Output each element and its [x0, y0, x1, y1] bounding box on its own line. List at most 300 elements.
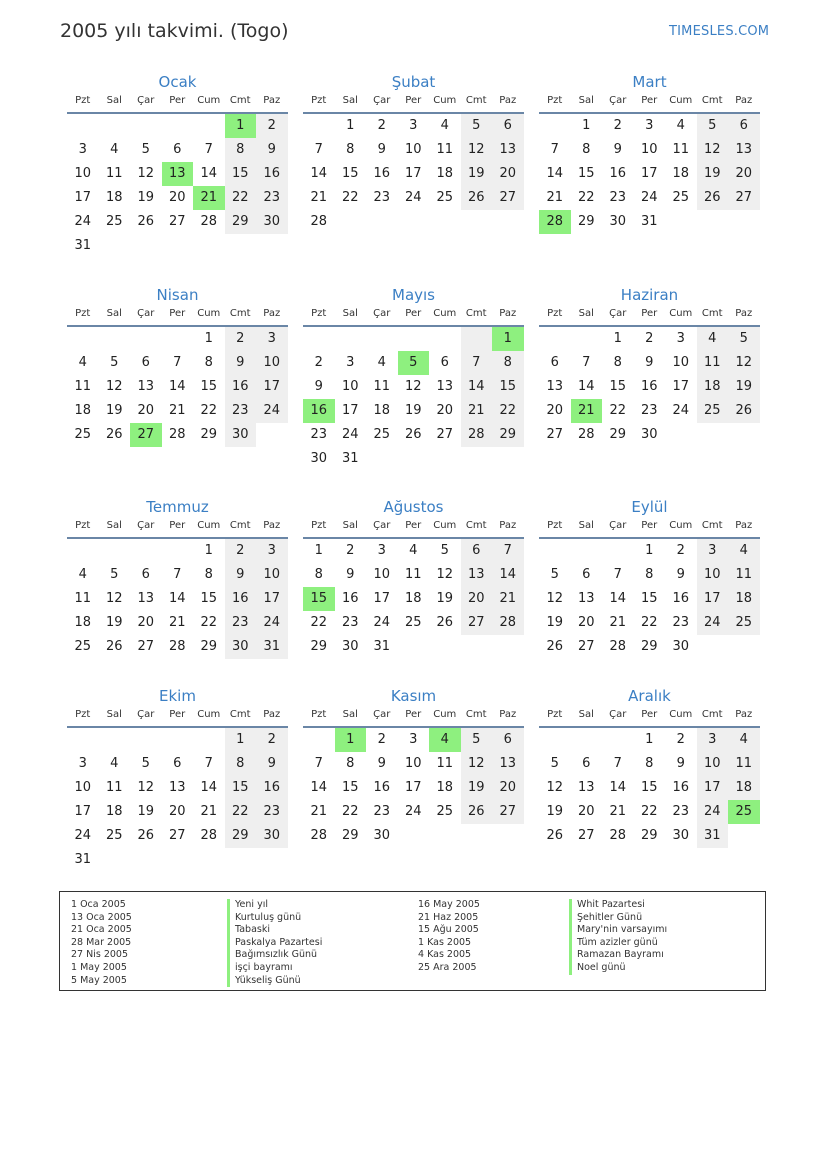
empty-cell [366, 327, 398, 351]
month-name: Eylül [631, 498, 668, 516]
month-11 [303, 684, 524, 848]
day-cell: 4 [110, 142, 119, 157]
day-cell: 31 [74, 852, 92, 867]
weekday-label: Çar [609, 308, 627, 319]
day-cell: 25 [697, 399, 729, 423]
day-cell: 5 [141, 756, 150, 771]
day-cell: 22 [200, 403, 218, 418]
day-grid [303, 728, 524, 848]
day-cell: 2 [377, 732, 386, 747]
day-cell: 22 [200, 615, 218, 630]
day-cell: 9 [613, 142, 622, 157]
weekday-label: Çar [137, 95, 155, 106]
empty-cell [429, 327, 461, 351]
holiday-day-cell: 13 [162, 162, 194, 186]
holiday-date: 1 Oca 2005 [71, 899, 126, 910]
weekday-header [539, 94, 760, 114]
day-cell: 28 [168, 427, 186, 442]
day-cell: 9 [225, 563, 257, 587]
day-cell: 2 [613, 118, 622, 133]
day-cell: 13 [137, 591, 155, 606]
day-cell: 12 [546, 780, 564, 795]
day-cell: 8 [645, 567, 654, 582]
day-cell: 27 [168, 828, 186, 843]
day-cell: 13 [436, 379, 454, 394]
day-grid [303, 327, 524, 471]
weekday-label: Çar [609, 709, 627, 720]
day-cell: 23 [256, 800, 288, 824]
weekday-label: Paz [499, 520, 517, 531]
day-cell: 31 [373, 639, 391, 654]
weekday-label: Pzt [311, 308, 327, 319]
weekday-label: Cmt [229, 95, 251, 106]
day-cell: 22 [609, 403, 627, 418]
day-cell: 20 [546, 403, 564, 418]
day-grid [539, 728, 760, 848]
holiday-day-cell: 28 [539, 210, 571, 234]
empty-cell [571, 327, 603, 351]
day-cell: 6 [492, 114, 524, 138]
day-cell: 8 [582, 142, 591, 157]
holiday-date: 5 May 2005 [71, 974, 127, 986]
weekday-header [539, 708, 760, 728]
day-cell: 7 [492, 539, 524, 563]
month-name: Haziran [620, 286, 679, 304]
holiday-date: 25 Ara 2005 [418, 961, 477, 973]
day-cell: 22 [640, 804, 658, 819]
day-cell: 16 [225, 375, 257, 399]
day-cell: 23 [672, 804, 690, 819]
weekday-label: Sal [106, 709, 122, 720]
day-cell: 21 [168, 615, 186, 630]
day-cell: 18 [728, 587, 760, 611]
day-grid [303, 114, 524, 234]
empty-cell [130, 539, 162, 563]
day-cell: 23 [341, 615, 359, 630]
holiday-day-cell: 25 [728, 800, 760, 824]
holiday-name: Ramazan Bayramı [569, 949, 667, 962]
weekday-label: Paz [499, 95, 517, 106]
weekday-label: Pzt [311, 95, 327, 106]
day-cell: 5 [440, 543, 449, 558]
empty-cell [162, 114, 194, 138]
day-cell: 27 [137, 639, 155, 654]
weekday-label: Cum [433, 709, 457, 720]
day-cell: 2 [645, 331, 654, 346]
holiday-day-cell: 27 [130, 423, 162, 447]
weekday-label: Cmt [701, 308, 723, 319]
day-cell: 30 [672, 828, 690, 843]
day-cell: 11 [697, 351, 729, 375]
month-3 [539, 70, 760, 234]
day-cell: 13 [577, 591, 595, 606]
holiday-day-cell: 21 [193, 186, 225, 210]
holiday-date: 27 Nis 2005 [71, 949, 128, 961]
day-cell: 13 [492, 138, 524, 162]
day-cell: 3 [645, 118, 654, 133]
empty-cell [99, 728, 131, 752]
day-cell: 28 [200, 828, 218, 843]
day-cell: 30 [640, 427, 658, 442]
holiday-date: 16 May 2005 [418, 899, 480, 910]
month-name: Nisan [156, 286, 199, 304]
day-cell: 19 [137, 804, 155, 819]
day-cell: 1 [613, 331, 622, 346]
day-cell: 26 [728, 399, 760, 423]
day-cell: 19 [546, 615, 564, 630]
day-cell: 1 [204, 331, 213, 346]
day-cell: 24 [373, 615, 391, 630]
day-grid [67, 728, 288, 872]
day-cell: 12 [404, 379, 422, 394]
day-cell: 5 [550, 567, 559, 582]
day-cell: 6 [141, 567, 150, 582]
day-cell: 3 [676, 331, 685, 346]
day-cell: 29 [492, 423, 524, 447]
day-grid [539, 114, 760, 234]
day-cell: 2 [225, 539, 257, 563]
day-cell: 18 [404, 591, 422, 606]
weekday-header [67, 94, 288, 114]
day-cell: 15 [577, 166, 595, 181]
day-cell: 28 [577, 427, 595, 442]
day-cell: 27 [577, 639, 595, 654]
day-grid [539, 539, 760, 659]
day-cell: 14 [310, 780, 328, 795]
day-cell: 9 [314, 379, 323, 394]
holiday-name: Noel günü [569, 962, 667, 975]
day-cell: 25 [105, 828, 123, 843]
day-cell: 6 [550, 355, 559, 370]
day-cell: 20 [168, 190, 186, 205]
holiday-name: işçi bayramı [227, 962, 322, 975]
day-cell: 12 [105, 591, 123, 606]
weekday-label: Cmt [465, 95, 487, 106]
holiday-name: Yeni yıl [227, 899, 322, 912]
day-cell: 25 [436, 804, 454, 819]
month-1 [67, 70, 288, 258]
day-cell: 3 [256, 327, 288, 351]
weekday-label: Cmt [229, 308, 251, 319]
weekday-header [539, 307, 760, 327]
day-grid [539, 327, 760, 447]
weekday-label: Per [641, 308, 658, 319]
day-cell: 11 [105, 780, 123, 795]
weekday-label: Pzt [311, 709, 327, 720]
empty-cell [162, 539, 194, 563]
day-cell: 13 [168, 780, 186, 795]
month-2 [303, 70, 524, 234]
day-cell: 25 [728, 611, 760, 635]
month-8 [303, 495, 524, 659]
weekday-label: Pzt [547, 520, 563, 531]
day-cell: 21 [461, 399, 493, 423]
day-cell: 19 [461, 162, 493, 186]
holiday-date: 15 Ağu 2005 [418, 924, 479, 936]
holiday-name: Bağımsızlık Günü [227, 949, 322, 962]
day-cell: 30 [225, 635, 257, 659]
day-cell: 19 [728, 375, 760, 399]
month-12 [539, 684, 760, 848]
day-cell: 6 [582, 567, 591, 582]
weekday-label: Paz [263, 709, 281, 720]
month-4 [67, 283, 288, 447]
holiday-day-cell: 1 [335, 728, 367, 752]
day-cell: 26 [697, 186, 729, 210]
day-cell: 1 [645, 543, 654, 558]
day-cell: 27 [577, 828, 595, 843]
day-cell: 19 [436, 591, 454, 606]
empty-cell [539, 539, 571, 563]
weekday-label: Paz [735, 308, 753, 319]
weekday-label: Cmt [465, 709, 487, 720]
holiday-dates-col-2 [418, 899, 480, 975]
day-cell: 17 [697, 776, 729, 800]
day-cell: 3 [256, 539, 288, 563]
day-cell: 27 [728, 186, 760, 210]
weekday-label: Per [641, 520, 658, 531]
holiday-date: 13 Oca 2005 [71, 911, 132, 923]
weekday-label: Per [641, 709, 658, 720]
day-cell: 26 [137, 828, 155, 843]
weekday-label: Cmt [465, 520, 487, 531]
day-cell: 12 [461, 752, 493, 776]
weekday-label: Paz [735, 709, 753, 720]
day-cell: 21 [200, 804, 218, 819]
day-cell: 4 [697, 327, 729, 351]
day-cell: 17 [404, 780, 422, 795]
day-cell: 20 [492, 162, 524, 186]
empty-cell [571, 539, 603, 563]
month-name: Mart [632, 73, 667, 91]
weekday-label: Cmt [465, 308, 487, 319]
weekday-label: Sal [342, 95, 358, 106]
weekday-header [303, 307, 524, 327]
empty-cell [303, 728, 335, 752]
weekday-label: Paz [263, 95, 281, 106]
day-cell: 19 [546, 804, 564, 819]
day-grid [67, 114, 288, 258]
day-cell: 8 [225, 138, 257, 162]
day-cell: 21 [492, 587, 524, 611]
holiday-dates-col-1 [71, 899, 132, 987]
day-cell: 29 [310, 639, 328, 654]
day-cell: 7 [204, 756, 213, 771]
day-cell: 2 [225, 327, 257, 351]
day-cell: 31 [640, 214, 658, 229]
day-cell: 9 [256, 752, 288, 776]
day-cell: 1 [314, 543, 323, 558]
day-cell: 13 [577, 780, 595, 795]
day-grid [67, 539, 288, 659]
day-cell: 4 [728, 539, 760, 563]
weekday-label: Sal [106, 308, 122, 319]
day-cell: 4 [78, 355, 87, 370]
day-cell: 15 [200, 591, 218, 606]
weekday-label: Sal [342, 709, 358, 720]
day-cell: 26 [105, 427, 123, 442]
weekday-label: Cum [669, 520, 693, 531]
day-cell: 16 [640, 379, 658, 394]
day-cell: 6 [440, 355, 449, 370]
weekday-label: Pzt [311, 520, 327, 531]
day-cell: 5 [110, 355, 119, 370]
day-cell: 3 [78, 756, 87, 771]
day-cell: 10 [640, 142, 658, 157]
day-cell: 20 [436, 403, 454, 418]
day-cell: 8 [346, 756, 355, 771]
day-cell: 4 [676, 118, 685, 133]
day-cell: 11 [404, 567, 422, 582]
holiday-name: Mary'nin varsayımı [569, 924, 667, 937]
month-name: Kasım [390, 687, 437, 705]
holiday-name: Yükseliş Günü [227, 975, 322, 988]
weekday-header [67, 708, 288, 728]
holiday-day-cell: 15 [303, 587, 335, 611]
weekday-label: Çar [373, 95, 391, 106]
weekday-label: Cum [669, 95, 693, 106]
holiday-list [59, 891, 766, 991]
day-cell: 6 [173, 756, 182, 771]
day-cell: 29 [200, 639, 218, 654]
day-cell: 20 [492, 776, 524, 800]
day-cell: 16 [609, 166, 627, 181]
day-cell: 24 [341, 427, 359, 442]
empty-cell [67, 728, 99, 752]
day-cell: 22 [640, 615, 658, 630]
weekday-label: Cum [197, 95, 221, 106]
day-cell: 25 [105, 214, 123, 229]
day-cell: 26 [137, 214, 155, 229]
day-cell: 10 [373, 567, 391, 582]
day-cell: 18 [697, 375, 729, 399]
day-cell: 11 [728, 752, 760, 776]
weekday-label: Per [405, 308, 422, 319]
day-cell: 23 [256, 186, 288, 210]
day-cell: 15 [341, 166, 359, 181]
holiday-date: 1 May 2005 [71, 961, 127, 973]
day-cell: 11 [728, 563, 760, 587]
weekday-label: Çar [373, 520, 391, 531]
day-cell: 28 [200, 214, 218, 229]
day-cell: 11 [436, 756, 454, 771]
day-cell: 8 [613, 355, 622, 370]
day-cell: 30 [256, 210, 288, 234]
day-cell: 13 [492, 752, 524, 776]
day-cell: 4 [110, 756, 119, 771]
empty-cell [162, 728, 194, 752]
weekday-label: Sal [578, 709, 594, 720]
day-cell: 2 [377, 118, 386, 133]
brand-link[interactable]: TIMESLES.COM [669, 24, 770, 39]
day-cell: 25 [436, 190, 454, 205]
weekday-label: Paz [735, 95, 753, 106]
empty-cell [461, 327, 493, 351]
day-cell: 8 [314, 567, 323, 582]
day-cell: 5 [728, 327, 760, 351]
day-cell: 3 [78, 142, 87, 157]
day-cell: 15 [640, 591, 658, 606]
day-cell: 29 [577, 214, 595, 229]
day-cell: 3 [697, 728, 729, 752]
day-cell: 23 [640, 403, 658, 418]
day-cell: 24 [404, 804, 422, 819]
day-cell: 20 [577, 615, 595, 630]
day-cell: 12 [436, 567, 454, 582]
day-cell: 25 [672, 190, 690, 205]
day-cell: 16 [373, 166, 391, 181]
day-cell: 15 [609, 379, 627, 394]
day-cell: 23 [373, 190, 391, 205]
day-cell: 20 [137, 615, 155, 630]
weekday-label: Cum [669, 308, 693, 319]
day-cell: 29 [225, 824, 257, 848]
weekday-label: Cum [197, 709, 221, 720]
page-title: 2005 yılı takvimi. (Togo) [60, 20, 289, 42]
day-cell: 10 [404, 142, 422, 157]
day-cell: 6 [492, 728, 524, 752]
weekday-label: Cmt [229, 709, 251, 720]
day-cell: 31 [74, 238, 92, 253]
weekday-label: Pzt [547, 308, 563, 319]
day-cell: 21 [609, 804, 627, 819]
day-cell: 28 [461, 423, 493, 447]
weekday-header [303, 708, 524, 728]
day-cell: 2 [256, 114, 288, 138]
empty-cell [335, 327, 367, 351]
day-cell: 27 [546, 427, 564, 442]
day-cell: 14 [609, 591, 627, 606]
day-cell: 25 [74, 427, 92, 442]
day-cell: 24 [697, 800, 729, 824]
day-cell: 15 [640, 780, 658, 795]
day-grid [67, 327, 288, 447]
weekday-label: Cum [197, 308, 221, 319]
weekday-label: Cmt [701, 95, 723, 106]
weekday-label: Paz [499, 308, 517, 319]
month-name: Ekim [159, 687, 196, 705]
day-cell: 23 [609, 190, 627, 205]
day-cell: 10 [672, 355, 690, 370]
weekday-label: Sal [106, 520, 122, 531]
day-cell: 23 [672, 615, 690, 630]
day-cell: 9 [256, 138, 288, 162]
day-cell: 22 [341, 190, 359, 205]
holiday-name: Paskalya Pazartesi [227, 937, 322, 950]
day-cell: 9 [377, 142, 386, 157]
day-cell: 12 [137, 166, 155, 181]
day-cell: 30 [672, 639, 690, 654]
weekday-label: Çar [373, 308, 391, 319]
holiday-names-col-1 [227, 899, 322, 987]
day-cell: 16 [672, 591, 690, 606]
day-cell: 7 [582, 355, 591, 370]
day-cell: 18 [105, 190, 123, 205]
day-cell: 9 [676, 567, 685, 582]
day-cell: 26 [461, 800, 493, 824]
day-cell: 18 [436, 166, 454, 181]
day-cell: 15 [225, 776, 257, 800]
holiday-day-cell: 5 [398, 351, 430, 375]
day-cell: 19 [105, 615, 123, 630]
weekday-label: Çar [609, 95, 627, 106]
day-cell: 10 [256, 351, 288, 375]
empty-cell [193, 728, 225, 752]
day-cell: 16 [225, 587, 257, 611]
day-cell: 1 [225, 728, 257, 752]
weekday-label: Pzt [75, 709, 91, 720]
empty-cell [130, 327, 162, 351]
